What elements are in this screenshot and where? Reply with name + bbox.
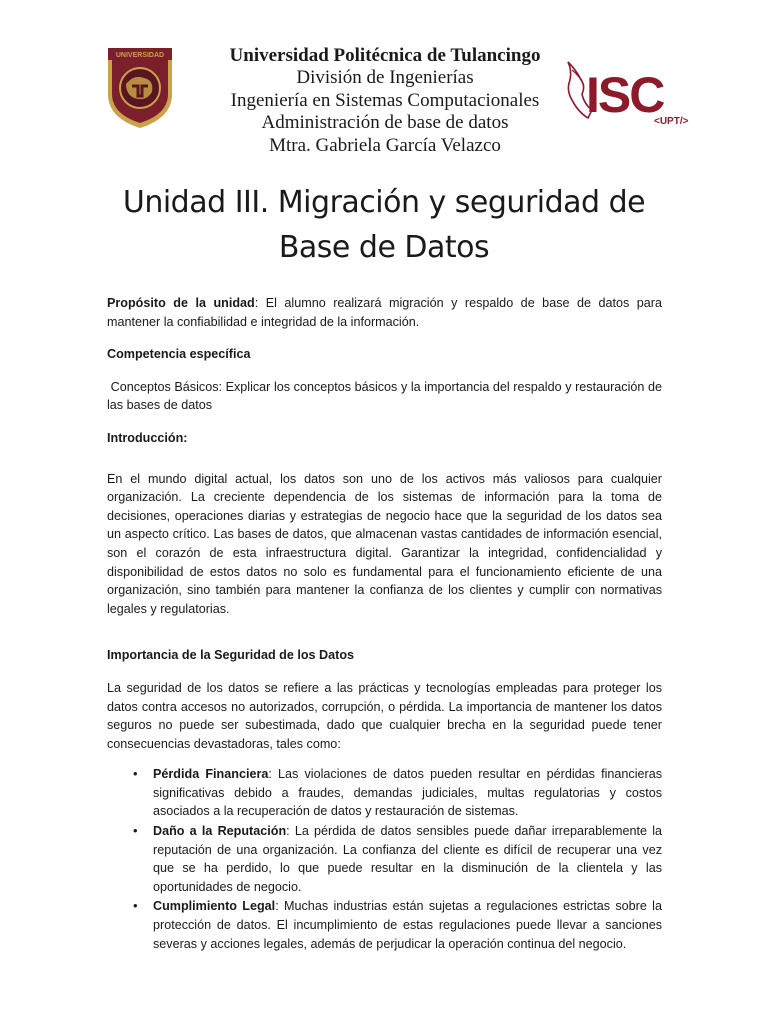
list-item-label: Cumplimiento Legal	[153, 899, 276, 914]
list-item-label: Daño a la Reputación	[153, 824, 287, 839]
importance-text: La seguridad de los datos se refiere a las prácticas y tecnologías empleadas para proteger los datos contra accesos no autorizados, corrupción, o pérdida. La importancia de mantener los datos seguros no puede ser subestimada, dado que cualquier brecha en la seguridad puede tener consecuencias devastadoras, tales como:	[107, 680, 662, 751]
introduction-heading: Introducción:	[107, 430, 188, 445]
isc-logo	[562, 56, 698, 128]
importance-heading: Importancia de la Seguridad de los Datos	[107, 648, 355, 663]
institution-header	[190, 45, 580, 157]
purpose-text: : El alumno realizará migración y respaldo de base de datos para mantener la confiabilidad e integridad de la información.	[107, 296, 662, 329]
bullet-glyph: •	[133, 766, 138, 782]
university-name: Universidad Politécnica de Tulancingo	[229, 45, 541, 66]
competence-heading: Competencia específica	[107, 347, 251, 362]
isc-logo-subtext: <UPT/>	[654, 116, 689, 127]
list-item-label: Pérdida Financiera	[153, 767, 269, 782]
list-item	[107, 897, 662, 953]
division-name: División de Ingenierías	[296, 67, 474, 88]
list-item	[107, 765, 662, 821]
list-item	[107, 822, 662, 896]
consequences-list	[107, 765, 662, 953]
list-item-text: : Muchas industrias están sujetas a regulaciones estrictas sobre la protección de datos. El incumplimiento de estas regulaciones puede llevar a sanciones severas y acciones legales, además de perjudicar la operación continua del negocio.	[153, 899, 662, 951]
isc-logo-text: ISC	[586, 67, 664, 123]
document-body	[107, 294, 666, 954]
list-item-text: : La pérdida de datos sensibles puede dañar irreparablemente la reputación de una organización. La confianza del cliente es difícil de recuperar una vez que se ha perdido, lo que puede resultar en la disminución de la clientela y las oportunidades de negocio.	[153, 824, 662, 894]
bullet-glyph: •	[133, 823, 138, 839]
teacher-name: Mtra. Gabriela García Velazco	[269, 134, 501, 156]
competence-text: Conceptos Básicos: Explicar los conceptos básicos y la importancia del respaldo y restauración de las bases de datos	[107, 379, 666, 413]
shield-logo-text: UNIVERSIDAD	[115, 52, 165, 59]
purpose-paragraph	[107, 294, 662, 331]
program-name: Ingeniería en Sistemas Computacionales	[230, 89, 540, 111]
bullet-glyph: •	[133, 898, 138, 914]
introduction-text: En el mundo digital actual, los datos son uno de los activos más valiosos para cualquier organización. La creciente dependencia de los sistemas de información para la toma de decisiones, operaciones diarias y estrategias de negocio hace que la seguridad de los datos sea un aspecto crítico. Las bases de datos, que almacenan vastas cantidades de información esencial, son el corazón de esta infraestructura digital. Garantizar la integridad, confidencialidad y disponibilidad de estos datos no solo es fundamental para el funcionamiento eficiente de una organización, sino también para mantener la confianza de los clientes y cumplir con normativas legales y regulatorias.	[107, 471, 662, 616]
document-title	[100, 180, 668, 270]
list-item-text: : Las violaciones de datos pueden resultar en pérdidas financieras significativas debido a fraudes, demandas judiciales, multas regulatorias y costos asociados a la recuperación de datos y restauración de sistemas.	[153, 767, 663, 819]
title-line-1: Unidad III. Migración y seguridad de	[122, 185, 646, 220]
university-shield-logo	[104, 44, 176, 130]
course-name: Administración de base de datos	[261, 112, 509, 133]
title-line-2: Base de Datos	[278, 230, 490, 265]
purpose-label: Propósito de la unidad	[107, 296, 255, 310]
